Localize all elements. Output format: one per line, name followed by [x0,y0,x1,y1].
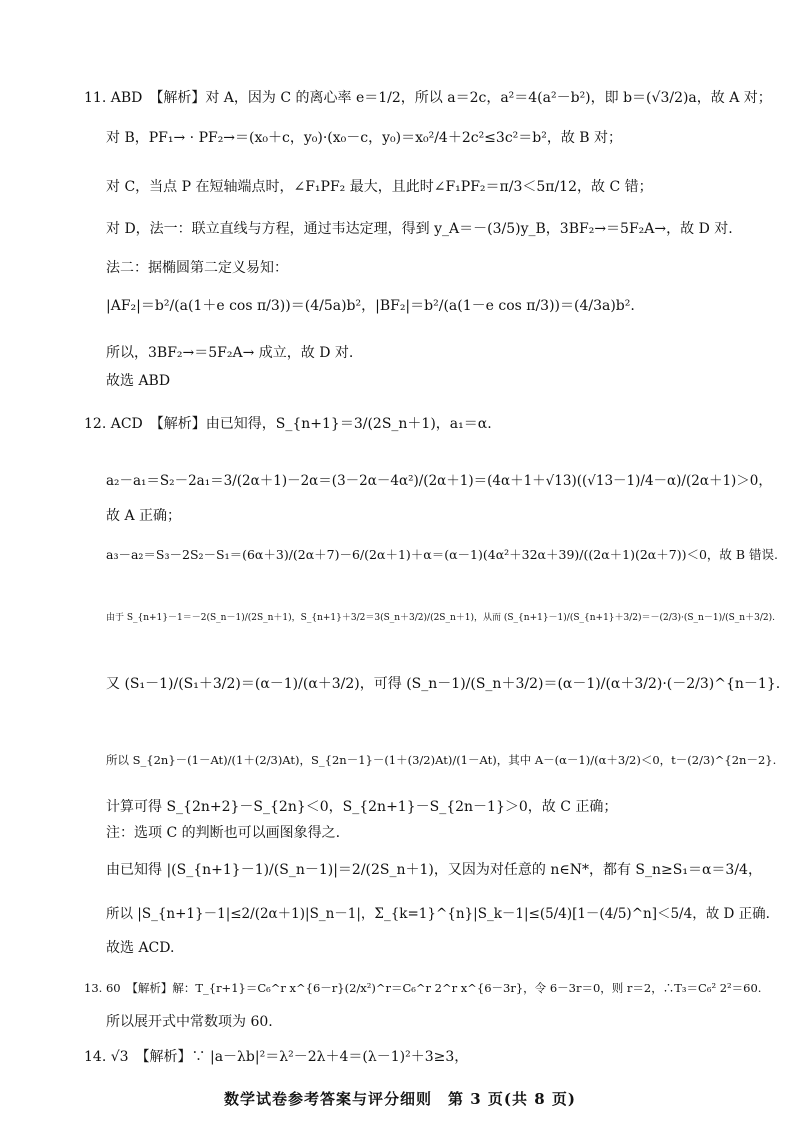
q11-line-3: 对 C，当点 P 在短轴端点时，∠F₁PF₂ 最大，且此时∠F₁PF₂＝π/3＜5π/12，故 C 错； [106,179,653,195]
q12-line-8: 计算可得 S_{2n+2}－S_{2n}＜0，S_{2n+1}－S_{2n－1}＞0，故 C 正确； [106,799,618,815]
q14-line-1: 14. √3 【解析】∵ |a－λb|²＝λ²－2λ＋4＝(λ－1)²＋3≥3， [84,1049,469,1065]
q12-line-1: 12. ACD 【解析】由已知得，S_{n+1}＝3/(2S_n＋1)，a₁＝α. [84,416,492,432]
q11-line-6: |AF₂|＝b²/(a(1＋e cos π/3))＝(4/5a)b²，|BF₂|＝b²/(a(1－e cos π/3))＝(4/3a)b². [106,298,635,314]
q11-line-2: 对 B，PF₁→ · PF₂→＝(x₀＋c，y₀)·(x₀－c，y₀)＝x₀²/4＋2c²≤3c²＝b²，故 B 对； [106,130,623,146]
q12-line-3: 故 A 正确； [106,508,182,524]
q13-line-1: 13. 60 【解析】解：T_{r+1}＝C₆^r x^{6－r}(2/x²)^r＝C₆^r 2^r x^{6－3r}，令 6－3r＝0，则 r＝2，∴T₃＝C₆² 2²＝60. [84,981,762,995]
q12-line-7: 所以 S_{2n}－(1－At)/(1＋(2/3)At)，S_{2n－1}－(1＋(3/2)At)/(1－At)，其中 A－(α－1)/(α＋3/2)＜0，t－(2/3)^{2n－2}. [106,753,777,767]
q11-line-1: 11. ABD 【解析】对 A，因为 C 的离心率 e＝1/2，所以 a＝2c，a²＝4(a²－b²)，即 b＝(√3/2)a，故 A 对； [84,90,772,106]
q11-line-5: 法二：据椭圆第二定义易知： [106,260,288,276]
q11-line-4: 对 D，法一：联立直线与方程，通过韦达定理，得到 y_A＝－(3/5)y_B，3BF₂→＝5F₂A→，故 D 对. [106,221,733,237]
q11-line-7: 所以，3BF₂→＝5F₂A→ 成立，故 D 对. [106,345,354,361]
q12-line-10: 由已知得 |(S_{n+1}－1)/(S_n－1)|＝2/(2S_n＋1)，又因为对任意的 n∈N*，都有 S_n≥S₁＝α＝3/4， [106,862,762,878]
q12-line-6: 又 (S₁－1)/(S₁＋3/2)＝(α－1)/(α＋3/2)，可得 (S_n－1)/(S_n＋3/2)＝(α－1)/(α＋3/2)·(－2/3)^{n－1}. [106,676,781,692]
q12-line-9: 注：选项 C 的判断也可以画图象得之. [106,825,341,841]
page-footer: 数学试卷参考答案与评分细则 第 3 页(共 8 页) [224,1090,576,1108]
q13-line-2: 所以展开式中常数项为 60. [106,1014,273,1030]
q11-line-8: 故选 ABD [106,373,171,389]
q12-line-5: 由于 S_{n+1}－1＝－2(S_n－1)/(2S_n＋1)，S_{n+1}＋3/2＝3(S_n＋3/2)/(2S_n＋1)，从而 (S_{n+1}－1)/(S_{n+1}＋3/2)＝－(2/3)·(S_n－1)/(S_n＋3/2). [106,613,775,623]
q12-line-11: 所以 |S_{n+1}－1|≤2/(2α＋1)|S_n－1|，Σ_{k=1}^{n}|S_k－1|≤(5/4)[1－(4/5)^n]＜5/4，故 D 正确. [106,906,770,922]
q12-line-12: 故选 ACD. [106,940,175,956]
q12-line-2: a₂－a₁＝S₂－2a₁＝3/(2α＋1)－2α＝(3－2α－4α²)/(2α＋1)＝(4α＋1＋√13)((√13－1)/4－α)/(2α＋1)＞0， [106,473,772,489]
q12-line-4: a₃－a₂＝S₃－2S₂－S₁＝(6α＋3)/(2α＋7)－6/(2α＋1)＋α＝(α－1)(4α²＋32α＋39)/((2α＋1)(2α＋7))＜0，故 B 错误. [106,547,779,562]
